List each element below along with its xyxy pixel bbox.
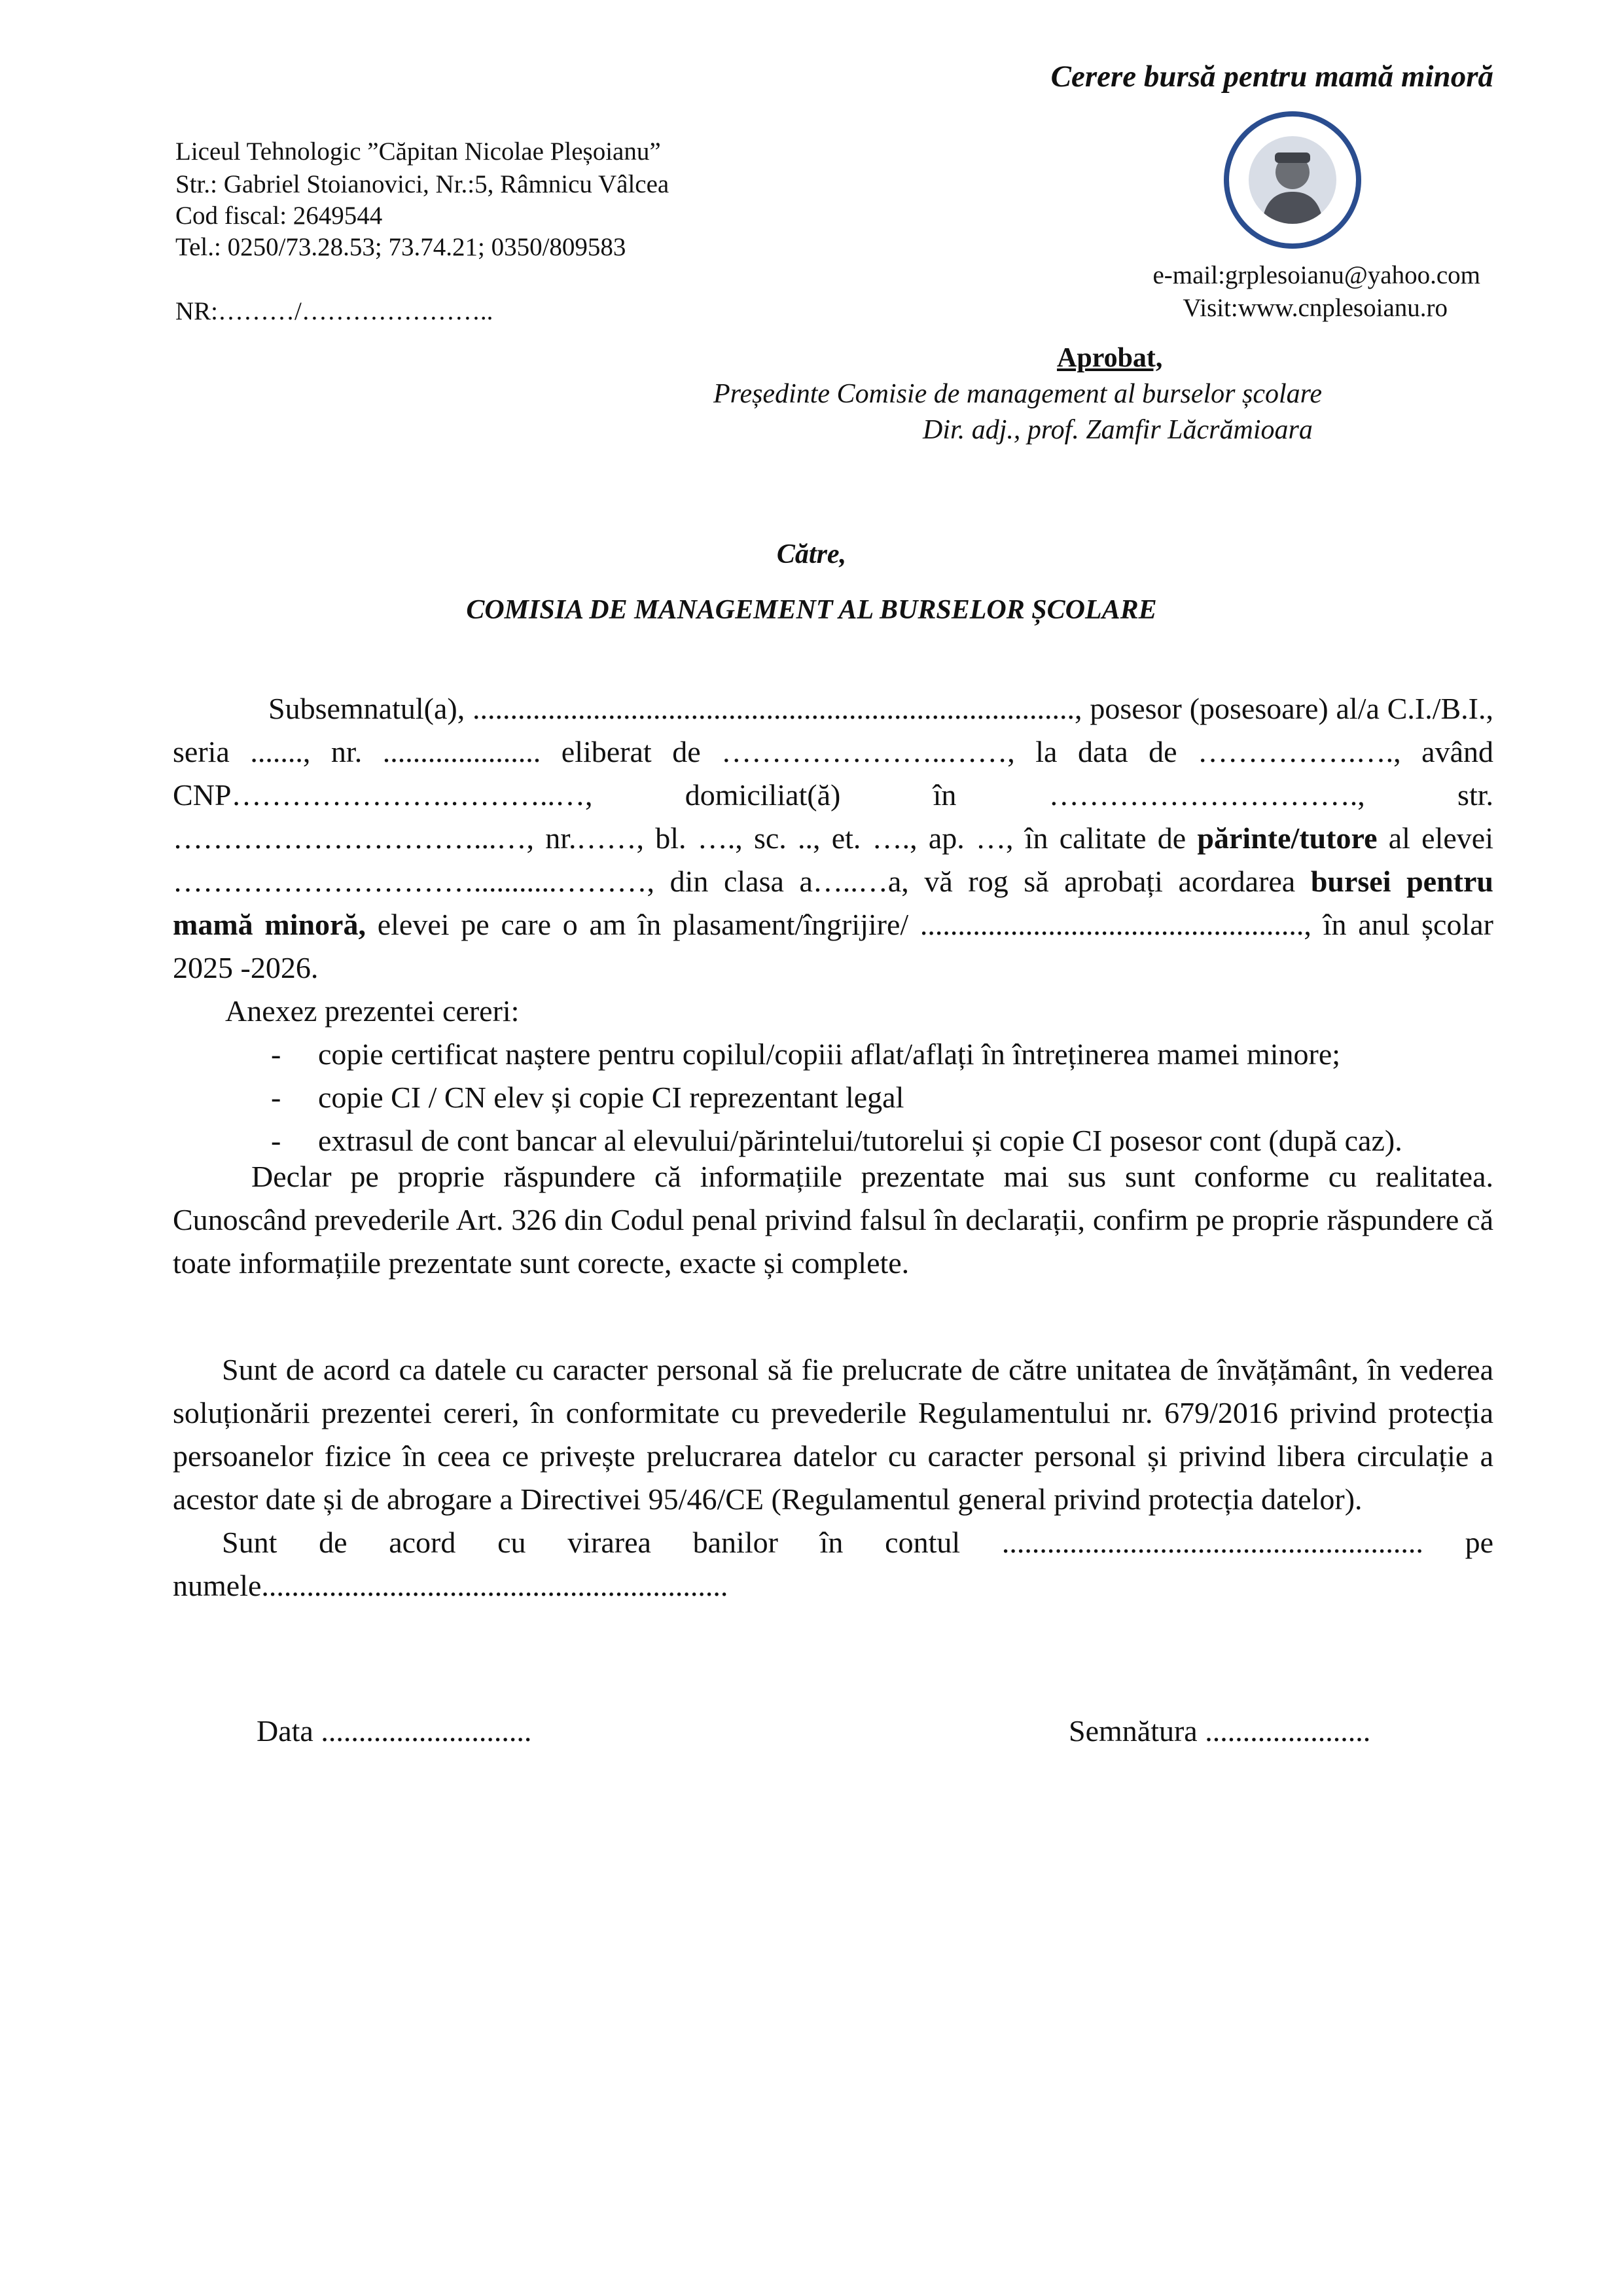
addressee-to: Către, bbox=[776, 539, 847, 569]
annex-intro: Anexez prezentei cereri: bbox=[225, 994, 520, 1028]
school-address: Str.: Gabriel Stoianovici, Nr.:5, Râmnicu Vâlcea bbox=[175, 170, 669, 198]
approval-label: Aprobat, bbox=[1057, 343, 1163, 373]
list-item: - extrasul de cont bancar al elevului/părintelui/tutorelui și copie CI posesor cont (după caz). bbox=[271, 1124, 1402, 1157]
signature-field: Semnătura ...................... bbox=[1069, 1714, 1371, 1748]
school-fiscal-code: Cod fiscal: 2649544 bbox=[175, 202, 383, 230]
request-text-2: al elevei …………………………...........………, din clasa a…..…a, vă rog să aprobați acordarea bbox=[173, 821, 1493, 898]
annex-list bbox=[173, 1033, 1493, 1162]
registration-number: NR:………/………………….. bbox=[175, 297, 493, 325]
declaration-paragraph: Declar pe proprie răspundere că informațiile prezentate mai sus sunt conforme cu realitatea. Cunoscând prevederile Art. 326 din Codul penal privind falsul în declarații, confirm pe proprie răspundere că toate informațiile prezentate sunt corecte, exacte și complete. bbox=[173, 1160, 1493, 1280]
request-role-bold: părinte/tutore bbox=[1197, 821, 1378, 855]
addressee-committee: COMISIA DE MANAGEMENT AL BURSELOR ȘCOLARE bbox=[466, 595, 1157, 625]
list-item: - copie certificat naștere pentru copilul/copiii aflat/aflați în întreținerea mamei minore; bbox=[271, 1037, 1341, 1071]
gdpr-paragraph: Sunt de acord ca datele cu caracter personal să fie prelucrate de către unitatea de învățământ, în vederea soluționării prezentei cereri, în conformitate cu prevederile Regulamentului nr. 679/2016 privind protecția persoanelor fizice în ceea ce privește prelucrarea datelor cu caracter personal și privind libera circulație a acestor date și de abrogare a Directivei 95/46/CE (Regulamentul general privind protecția datelor). Sunt de acord cu virarea banilor în contul ........................................................ pe numele.............................................................. bbox=[173, 1348, 1493, 1607]
approval-signatory: Dir. adj., prof. Zamfir Lăcrămioara bbox=[923, 415, 1313, 445]
request-scholarship-bold: bursei pentru mamă minoră, bbox=[173, 865, 1493, 941]
document-title: Cerere bursă pentru mamă minoră bbox=[1050, 60, 1493, 94]
approval-role: Președinte Comisie de management al burselor școlare bbox=[713, 379, 1323, 409]
bank-consent: Sunt de acord cu virarea banilor în contul ........................................................ pe numele.............................................................. bbox=[173, 1526, 1493, 1602]
request-text-1: Subsemnatul(a), ................................................................................, posesor (posesoare) al/a C.I./B.I., seria ......., nr. ..................... eliberat de …………………..……, la data de …………….…., având CNP………………….………..…, domiciliat(ă) în …………………………., str. …………………………...…, nr.……, bl. …., sc. .., et. …., ap. …, în calitate de bbox=[173, 692, 1493, 855]
school-email: e-mail:grplesoianu@yahoo.com bbox=[1152, 261, 1480, 289]
request-body bbox=[173, 687, 1493, 1162]
school-website: Visit:www.cnplesoianu.ro bbox=[1183, 294, 1448, 322]
list-item: - copie CI / CN elev și copie CI reprezentant legal bbox=[271, 1081, 904, 1114]
school-name: Liceul Tehnologic ”Căpitan Nicolae Pleșoianu” bbox=[175, 137, 661, 166]
school-logo bbox=[1224, 111, 1361, 249]
school-phone: Tel.: 0250/73.28.53; 73.74.21; 0350/809583 bbox=[175, 233, 626, 261]
date-field: Data ............................ bbox=[257, 1714, 532, 1748]
request-text-3: elevei pe care o am în plasament/îngrijire/ ..................................................., în anul școlar 2025 -2026. bbox=[173, 908, 1493, 984]
portrait-image bbox=[1249, 136, 1336, 224]
